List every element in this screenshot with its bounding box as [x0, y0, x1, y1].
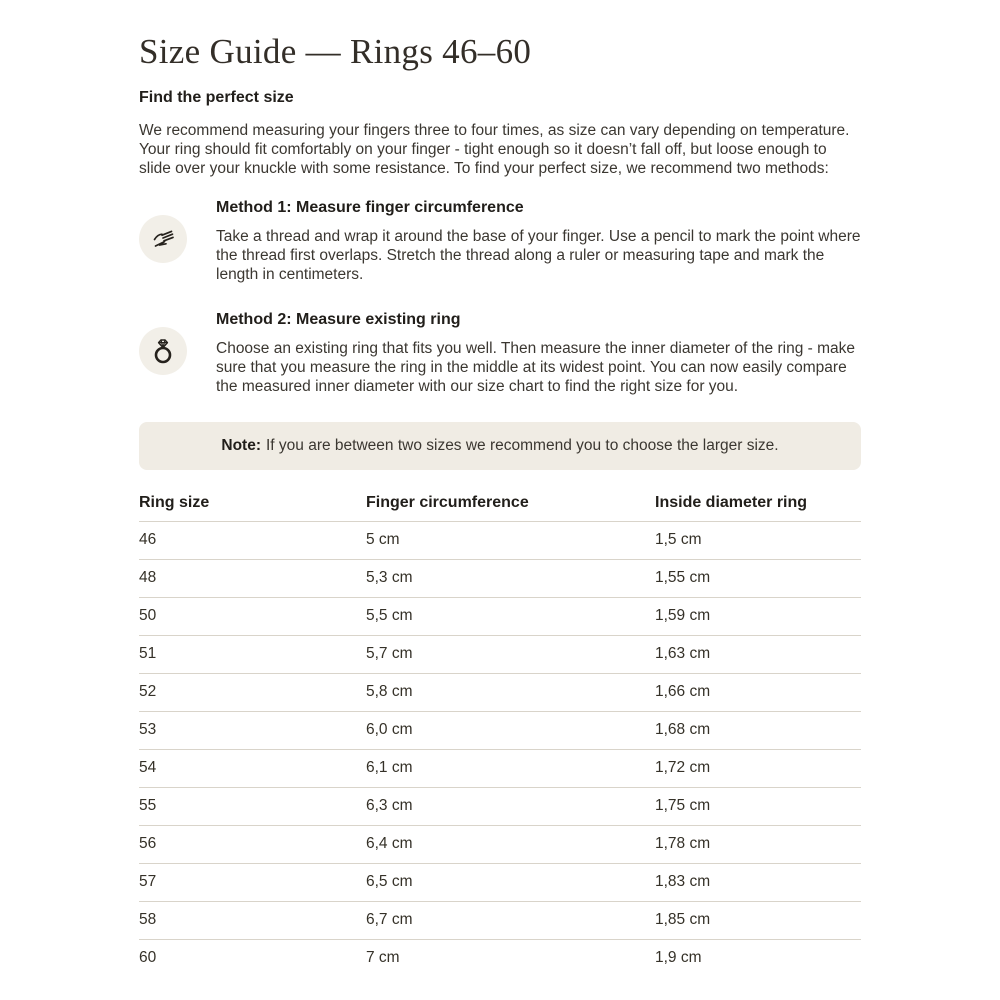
- diamond-ring-icon: [139, 327, 187, 375]
- method-2-section: [139, 310, 861, 396]
- method-1-content: [216, 198, 861, 284]
- section-subtitle: Find the perfect size: [139, 89, 294, 106]
- page-title: Size Guide — Rings 46–60: [139, 32, 532, 71]
- table-cell: 52: [139, 674, 366, 712]
- table-row: [139, 674, 861, 712]
- table-cell: 60: [139, 949, 157, 966]
- table-cell: 1,68 cm: [655, 712, 861, 750]
- method-2-text: Choose an existing ring that fits you well. Then measure the inner diameter of the ring - make sure that you measure the ring in the middle at its widest point. You can now easily compare the measured inner diameter with our size chart to find the right size for you.: [216, 340, 855, 395]
- table-row: [139, 522, 861, 560]
- table-cell: 1,75 cm: [655, 788, 861, 826]
- column-header-inside-diameter: Inside diameter ring: [655, 494, 861, 522]
- hand-thread-icon: [139, 215, 187, 263]
- table-cell: 6,5 cm: [366, 864, 655, 902]
- table-cell: 6,0 cm: [366, 712, 655, 750]
- table-row: [139, 712, 861, 750]
- table-body: [139, 522, 861, 978]
- table-cell: 54: [139, 750, 366, 788]
- table-row: [139, 826, 861, 864]
- table-cell: 58: [139, 902, 366, 940]
- table-cell: 51: [139, 636, 366, 674]
- table-cell: 6,1 cm: [366, 750, 655, 788]
- table-cell: 1,9 cm: [655, 949, 702, 966]
- method-1-text: Take a thread and wrap it around the base of your finger. Use a pencil to mark the point where the thread first overlaps. Stretch the thread along a ruler or measuring tape and mark the length in centimeters.: [216, 228, 861, 283]
- note-box: [139, 422, 861, 470]
- table-cell: 53: [139, 712, 366, 750]
- table-cell: 1,66 cm: [655, 674, 861, 712]
- table-cell: 5,7 cm: [366, 636, 655, 674]
- method-2-title: Method 2: Measure existing ring: [216, 311, 461, 328]
- table-row: [139, 598, 861, 636]
- table-cell: 55: [139, 788, 366, 826]
- table-row: [139, 560, 861, 598]
- table-cell: 5 cm: [366, 522, 655, 560]
- column-header-ring-size: Ring size: [139, 494, 366, 522]
- note-label: Note:: [221, 437, 261, 454]
- table-cell: 1,85 cm: [655, 902, 861, 940]
- ring-size-table: [139, 494, 861, 977]
- table-cell: 56: [139, 826, 366, 864]
- table-cell: 1,83 cm: [655, 864, 861, 902]
- table-cell: 1,59 cm: [655, 598, 861, 636]
- table-row: [139, 636, 861, 674]
- table-row: [139, 902, 861, 940]
- table-cell: 5,3 cm: [366, 560, 655, 598]
- table-cell: 48: [139, 560, 366, 598]
- method-1-section: [139, 198, 861, 284]
- table-row: [139, 788, 861, 826]
- note-text: If you are between two sizes we recommend you to choose the larger size.: [265, 437, 779, 454]
- table-row: [139, 750, 861, 788]
- table-cell: 50: [139, 598, 366, 636]
- table-cell: 1,55 cm: [655, 560, 861, 598]
- table-cell: 46: [139, 522, 366, 560]
- table-cell: 7 cm: [366, 949, 400, 966]
- method-1-title: Method 1: Measure finger circumference: [216, 199, 524, 216]
- table-cell: 57: [139, 864, 366, 902]
- table-cell: 6,4 cm: [366, 826, 655, 864]
- table-cell: 1,72 cm: [655, 750, 861, 788]
- table-cell: 6,3 cm: [366, 788, 655, 826]
- table-row: [139, 940, 861, 978]
- intro-paragraph: We recommend measuring your fingers three to four times, as size can vary depending on temperature. Your ring should fit comfortably on your finger - tight enough so it doesn’t fall off, but loose enough to slide over your knuckle with some resistance. To find your perfect size, we recommend two methods:: [139, 122, 850, 177]
- table-cell: 5,8 cm: [366, 674, 655, 712]
- table-cell: 1,5 cm: [655, 522, 861, 560]
- column-header-finger-circumference: Finger circumference: [366, 494, 655, 522]
- table-cell: 1,63 cm: [655, 636, 861, 674]
- table-header-row: [139, 494, 861, 522]
- table-row: [139, 864, 861, 902]
- method-2-content: [216, 310, 861, 396]
- table-cell: 1,78 cm: [655, 826, 861, 864]
- table-cell: 5,5 cm: [366, 598, 655, 636]
- table-cell: 6,7 cm: [366, 902, 655, 940]
